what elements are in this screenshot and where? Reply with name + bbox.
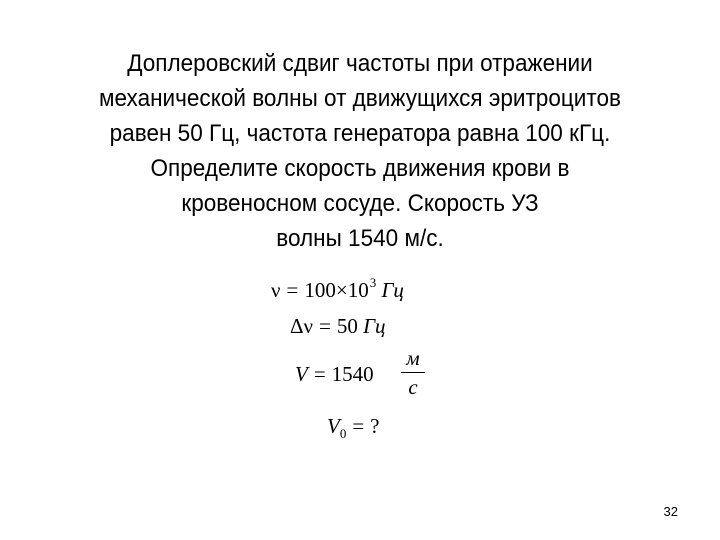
eq-lhs: Δν [290, 314, 313, 338]
eq-value: 50 [336, 314, 358, 338]
eq-op: = [286, 278, 299, 302]
problem-line: кровеносном сосуде. Скорость УЗ [181, 190, 539, 217]
equation-doppler-shift [290, 314, 386, 338]
eq-value: 1540 [331, 362, 374, 386]
eq-base: 10 [347, 278, 369, 302]
eq-mantissa: 100 [304, 278, 336, 302]
problem-statement [66, 46, 655, 256]
problem-line: волны 1540 м/с. [276, 225, 444, 252]
problem-line: Определите скорость движения крови в [150, 155, 570, 182]
unit-numerator: м [406, 346, 420, 370]
unit-denominator: с [408, 375, 418, 399]
eq-op: = [352, 414, 365, 438]
equation-unknown [327, 414, 380, 441]
eq-unit: Гц [381, 278, 404, 302]
equation-wave-speed [295, 362, 374, 386]
problem-line: механической волны от движущихся эритроцитов [99, 85, 621, 112]
eq-op: = [319, 314, 331, 338]
eq-value: ? [370, 414, 380, 438]
eq-subscript: 0 [339, 426, 347, 441]
eq-lhs: ν [271, 278, 281, 302]
page-number: 32 [663, 504, 678, 519]
problem-line: Доплеровский сдвиг частоты при отражении [127, 50, 593, 77]
eq-unit: Гц [363, 314, 386, 338]
problem-line: равен 50 Гц, частота генератора равна 100 кГц. [109, 120, 611, 147]
fraction-bar [401, 372, 425, 373]
eq-lhs: V [295, 362, 308, 386]
eq-times: × [335, 278, 348, 302]
eq-lhs: V [327, 414, 340, 438]
eq-exponent: 3 [369, 275, 377, 290]
unit-fraction [401, 346, 425, 399]
equation-frequency [271, 275, 404, 305]
eq-op: = [313, 362, 326, 386]
